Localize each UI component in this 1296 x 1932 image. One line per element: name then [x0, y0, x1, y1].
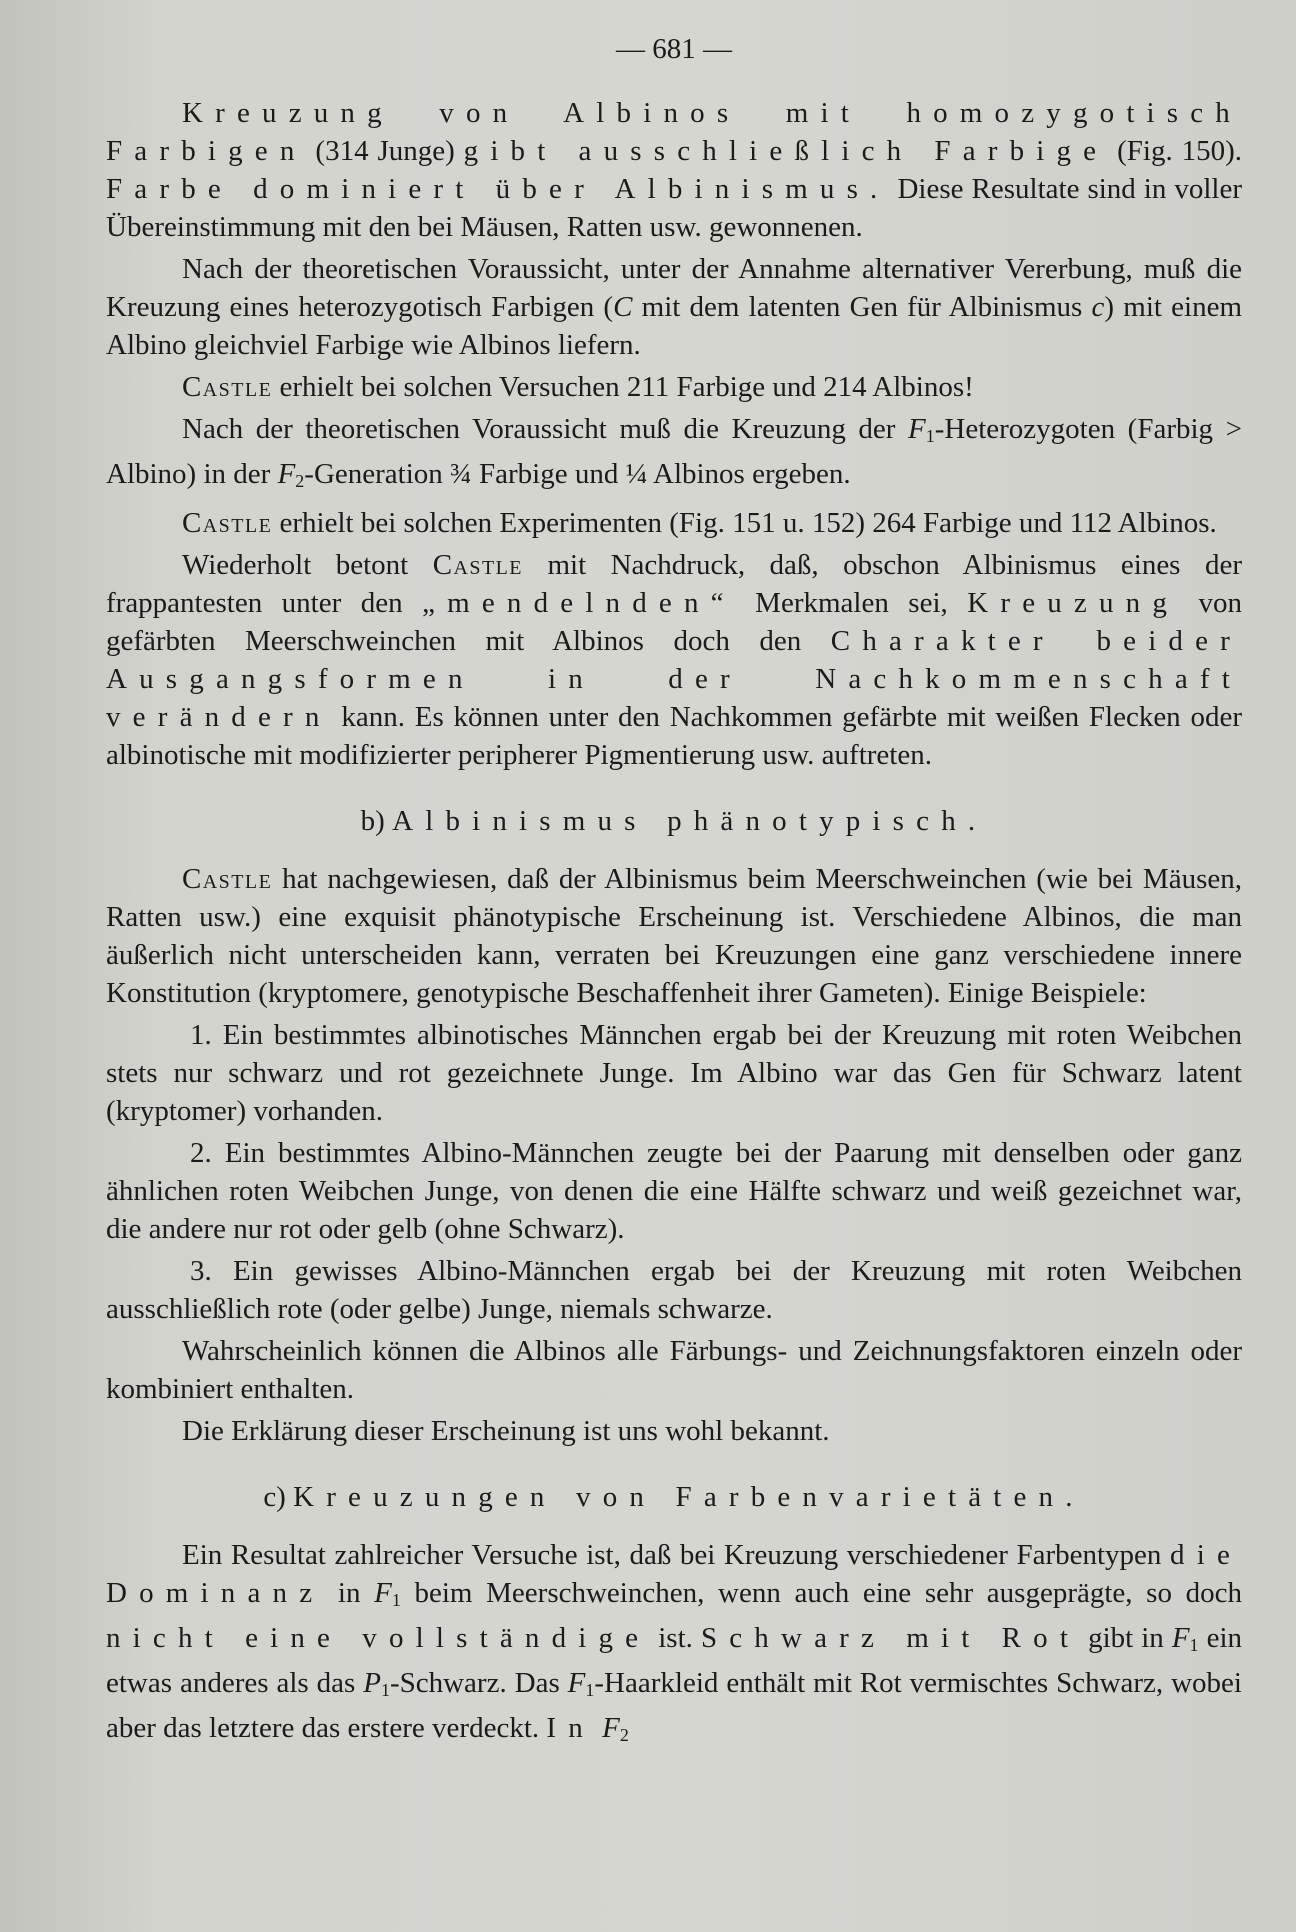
list-item: 1. Ein bestimmtes albinotisches Männchen ergab bei der Kreuzung mit roten Weibchen stets nur schwarz und rot gezeichnete Junge. Im Albino war das Gen für Schwarz latent (kryptomer) vorhanden.: [106, 1019, 1242, 1127]
author-name: Castle: [432, 549, 523, 581]
paragraph-1: Kreuzung von Albinos mit homozygotisch Farbigen (314 Junge) gibt ausschließlich Farbige (Fig. 150). Farbe dominiert über Albinismus. Diese Resultate sind in voller Übereinstimmung mit den bei Mäusen, Ratten usw. gewonnenen.: [106, 97, 1242, 243]
section-heading-c: c) Kreuzungen von Farbenvarietäten.: [263, 1481, 1085, 1513]
spaced-text: „mendelnden“: [422, 587, 736, 619]
paragraph-4: Nach der theoretischen Voraussicht muß die Kreuzung der $F_1$-Heterozygoten (Farbig > Albino) in der $F_2$-Generation ¾ Farbige und ¼ Albinos ergeben.: [106, 413, 1242, 491]
spaced-text: die Dominanz: [106, 1539, 1242, 1609]
paragraph-5: Castle erhielt bei solchen Experimenten (Fig. 151 u. 152) 264 Farbige und 112 Albinos.: [182, 507, 1217, 539]
paragraph-8: Wahrscheinlich können die Albinos alle Färbungs- und Zeichnungsfaktoren einzeln oder kombiniert enthalten.: [106, 1335, 1242, 1405]
paragraph-7: Castle hat nachgewiesen, daß der Albinismus beim Meerschweinchen (wie bei Mäusen, Ratten usw.) eine exquisit phänotypische Erscheinung ist. Verschiedene Albinos, die man äußerlich nicht unterscheiden kann, verraten bei Kreuzungen eine ganz verschiedene innere Konstitution (kryptomere, genotypische Beschaffenheit ihrer Gameten). Einige Beispiele:: [106, 863, 1242, 1009]
gene-symbol: C: [613, 291, 633, 323]
spaced-text: In: [546, 1712, 595, 1744]
page-text: [106, 30, 1242, 1758]
spaced-text: gibt ausschließlich Farbige: [463, 135, 1109, 167]
author-name: Castle: [182, 863, 273, 895]
list-item: 3. Ein gewisses Albino-Männchen ergab bei der Kreuzung mit roten Weibchen ausschließlich rote (oder gelbe) Junge, niemals schwarze.: [106, 1255, 1242, 1325]
spaced-text: nicht eine vollständige: [106, 1622, 651, 1654]
spaced-text: Kreuzung von Albinos mit homozygotisch Farbigen: [106, 97, 1242, 167]
section-heading-b: b) Albinismus phänotypisch.: [360, 805, 988, 837]
spaced-text: Kreuzung: [967, 587, 1180, 619]
author-name: Castle: [182, 507, 273, 539]
spaced-text: Charakter beider Ausgangsformen in der Nachkommenschaft verändern: [106, 625, 1242, 733]
paragraph-2: Nach der theoretischen Voraussicht, unter der Annahme alternativer Vererbung, muß die Kreuzung eines heterozygotisch Farbigen (C mit dem latenten Gen für Albinismus c) mit einem Albino gleichviel Farbige wie Albinos liefern.: [106, 253, 1242, 361]
paragraph-3: Castle erhielt bei solchen Versuchen 211 Farbige und 214 Albinos!: [182, 371, 974, 403]
spaced-text: Farbe dominiert über Albinismus.: [106, 173, 890, 205]
spaced-text: Schwarz mit Rot: [700, 1622, 1081, 1654]
paragraph-9: Die Erklärung dieser Erscheinung ist uns wohl bekannt.: [182, 1415, 830, 1447]
paragraph-6: Wiederholt betont Castle mit Nachdruck, daß, obschon Albinismus eines der frappantesten unter den „mendelnden“ Merkmalen sei, Kreuzung von gefärbten Meerschweinchen mit Albinos doch den Charakter beider Ausgangsformen in der Nachkommenschaft verändern kann. Es können unter den Nachkommen gefärbte mit weißen Flecken oder albinotische mit modifizierter peripherer Pigmentierung usw. auftreten.: [106, 549, 1242, 771]
page-number: — 681 —: [616, 33, 732, 65]
gene-symbol: c: [1091, 291, 1105, 323]
paragraph-10: Ein Resultat zahlreicher Versuche ist, daß bei Kreuzung verschiedener Farbentypen die Dominanz in $F_1$ beim Meerschweinchen, wenn auch eine sehr ausgeprägte, so doch nicht eine vollständige ist. Schwarz mit Rot gibt in $F_1$ ein etwas anderes als das $P_1$-Schwarz. Das $F_1$-Haarkleid enthält mit Rot vermischtes Schwarz, wobei aber das letztere das erstere verdeckt. In $F_2$: [106, 1539, 1242, 1745]
author-name: Castle: [182, 371, 273, 403]
list-item: 2. Ein bestimmtes Albino-Männchen zeugte bei der Paarung mit denselben oder ganz ähnlichen roten Weibchen Junge, von denen die eine Hälfte schwarz und weiß gezeichnet war, die andere nur rot oder gelb (ohne Schwarz).: [106, 1137, 1242, 1245]
